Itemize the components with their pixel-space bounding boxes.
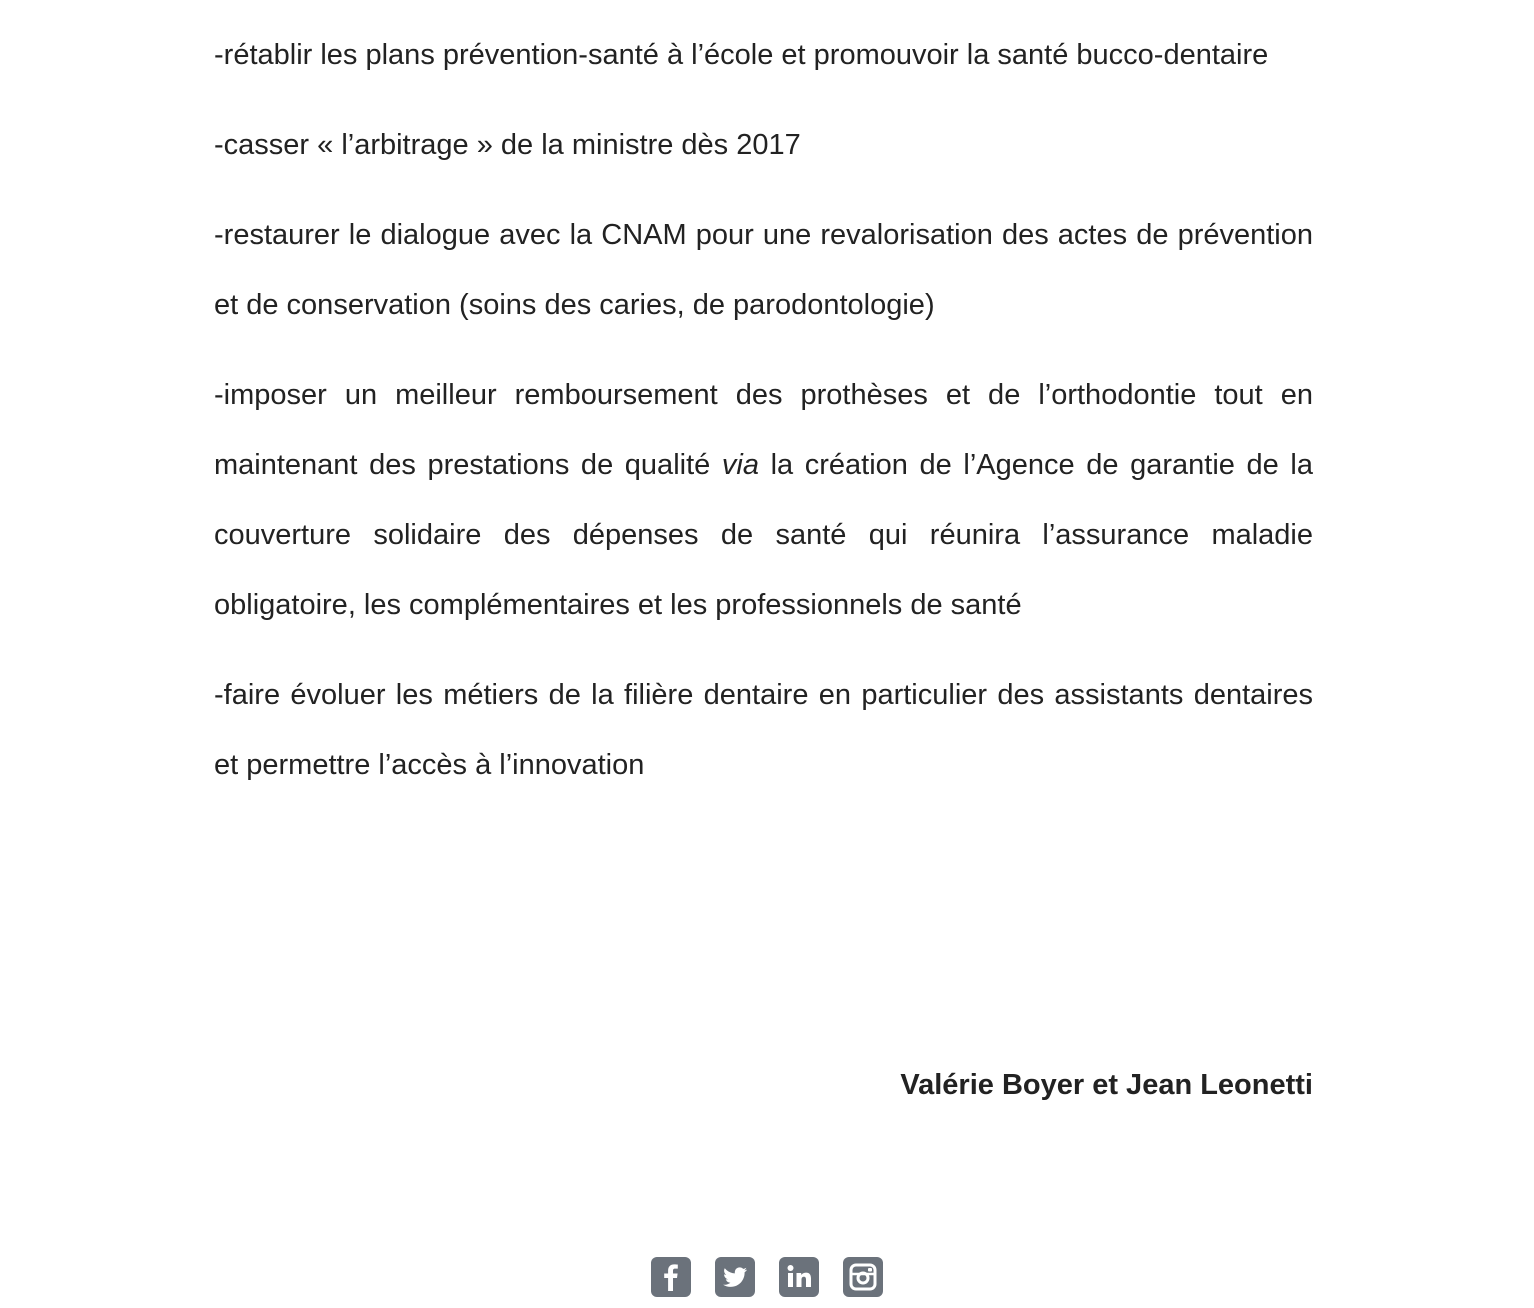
twitter-share-button[interactable] [715,1257,755,1297]
paragraph-4-text-after: la création de l’Agence de garantie de la couverture solidaire des dépenses de santé qui réunira l’assurance maladie obligatoire, les complémentaires et les professionnels de santé [214,449,1313,621]
article-body [214,20,1313,820]
instagram-share-button[interactable] [843,1257,883,1297]
instagram-icon [843,1257,883,1297]
twitter-icon [715,1257,755,1297]
social-share-bar [0,1257,1534,1297]
article-signature: Valérie Boyer et Jean Leonetti [900,1069,1313,1101]
paragraph-4-text-before: -imposer un meilleur remboursement des prothèses et de l’orthodontie tout en maintenant des prestations de qualité [214,379,1313,481]
linkedin-icon [779,1257,819,1297]
paragraph-2: -casser « l’arbitrage » de la ministre dès 2017 [214,129,801,161]
paragraph-5: -faire évoluer les métiers de la filière dentaire en particulier des assistants dentaires et permettre l’accès à l’innovation [214,679,1313,781]
paragraph-3: -restaurer le dialogue avec la CNAM pour une revalorisation des actes de prévention et de conservation (soins des caries, de parodontologie) [214,219,1313,321]
paragraph-4-italic-via: via [721,449,759,481]
paragraph-1: -rétablir les plans prévention-santé à l’école et promouvoir la santé bucco-dentaire [214,39,1269,71]
paragraph-4 [214,360,1313,640]
facebook-icon [651,1257,691,1297]
facebook-share-button[interactable] [651,1257,691,1297]
linkedin-share-button[interactable] [779,1257,819,1297]
